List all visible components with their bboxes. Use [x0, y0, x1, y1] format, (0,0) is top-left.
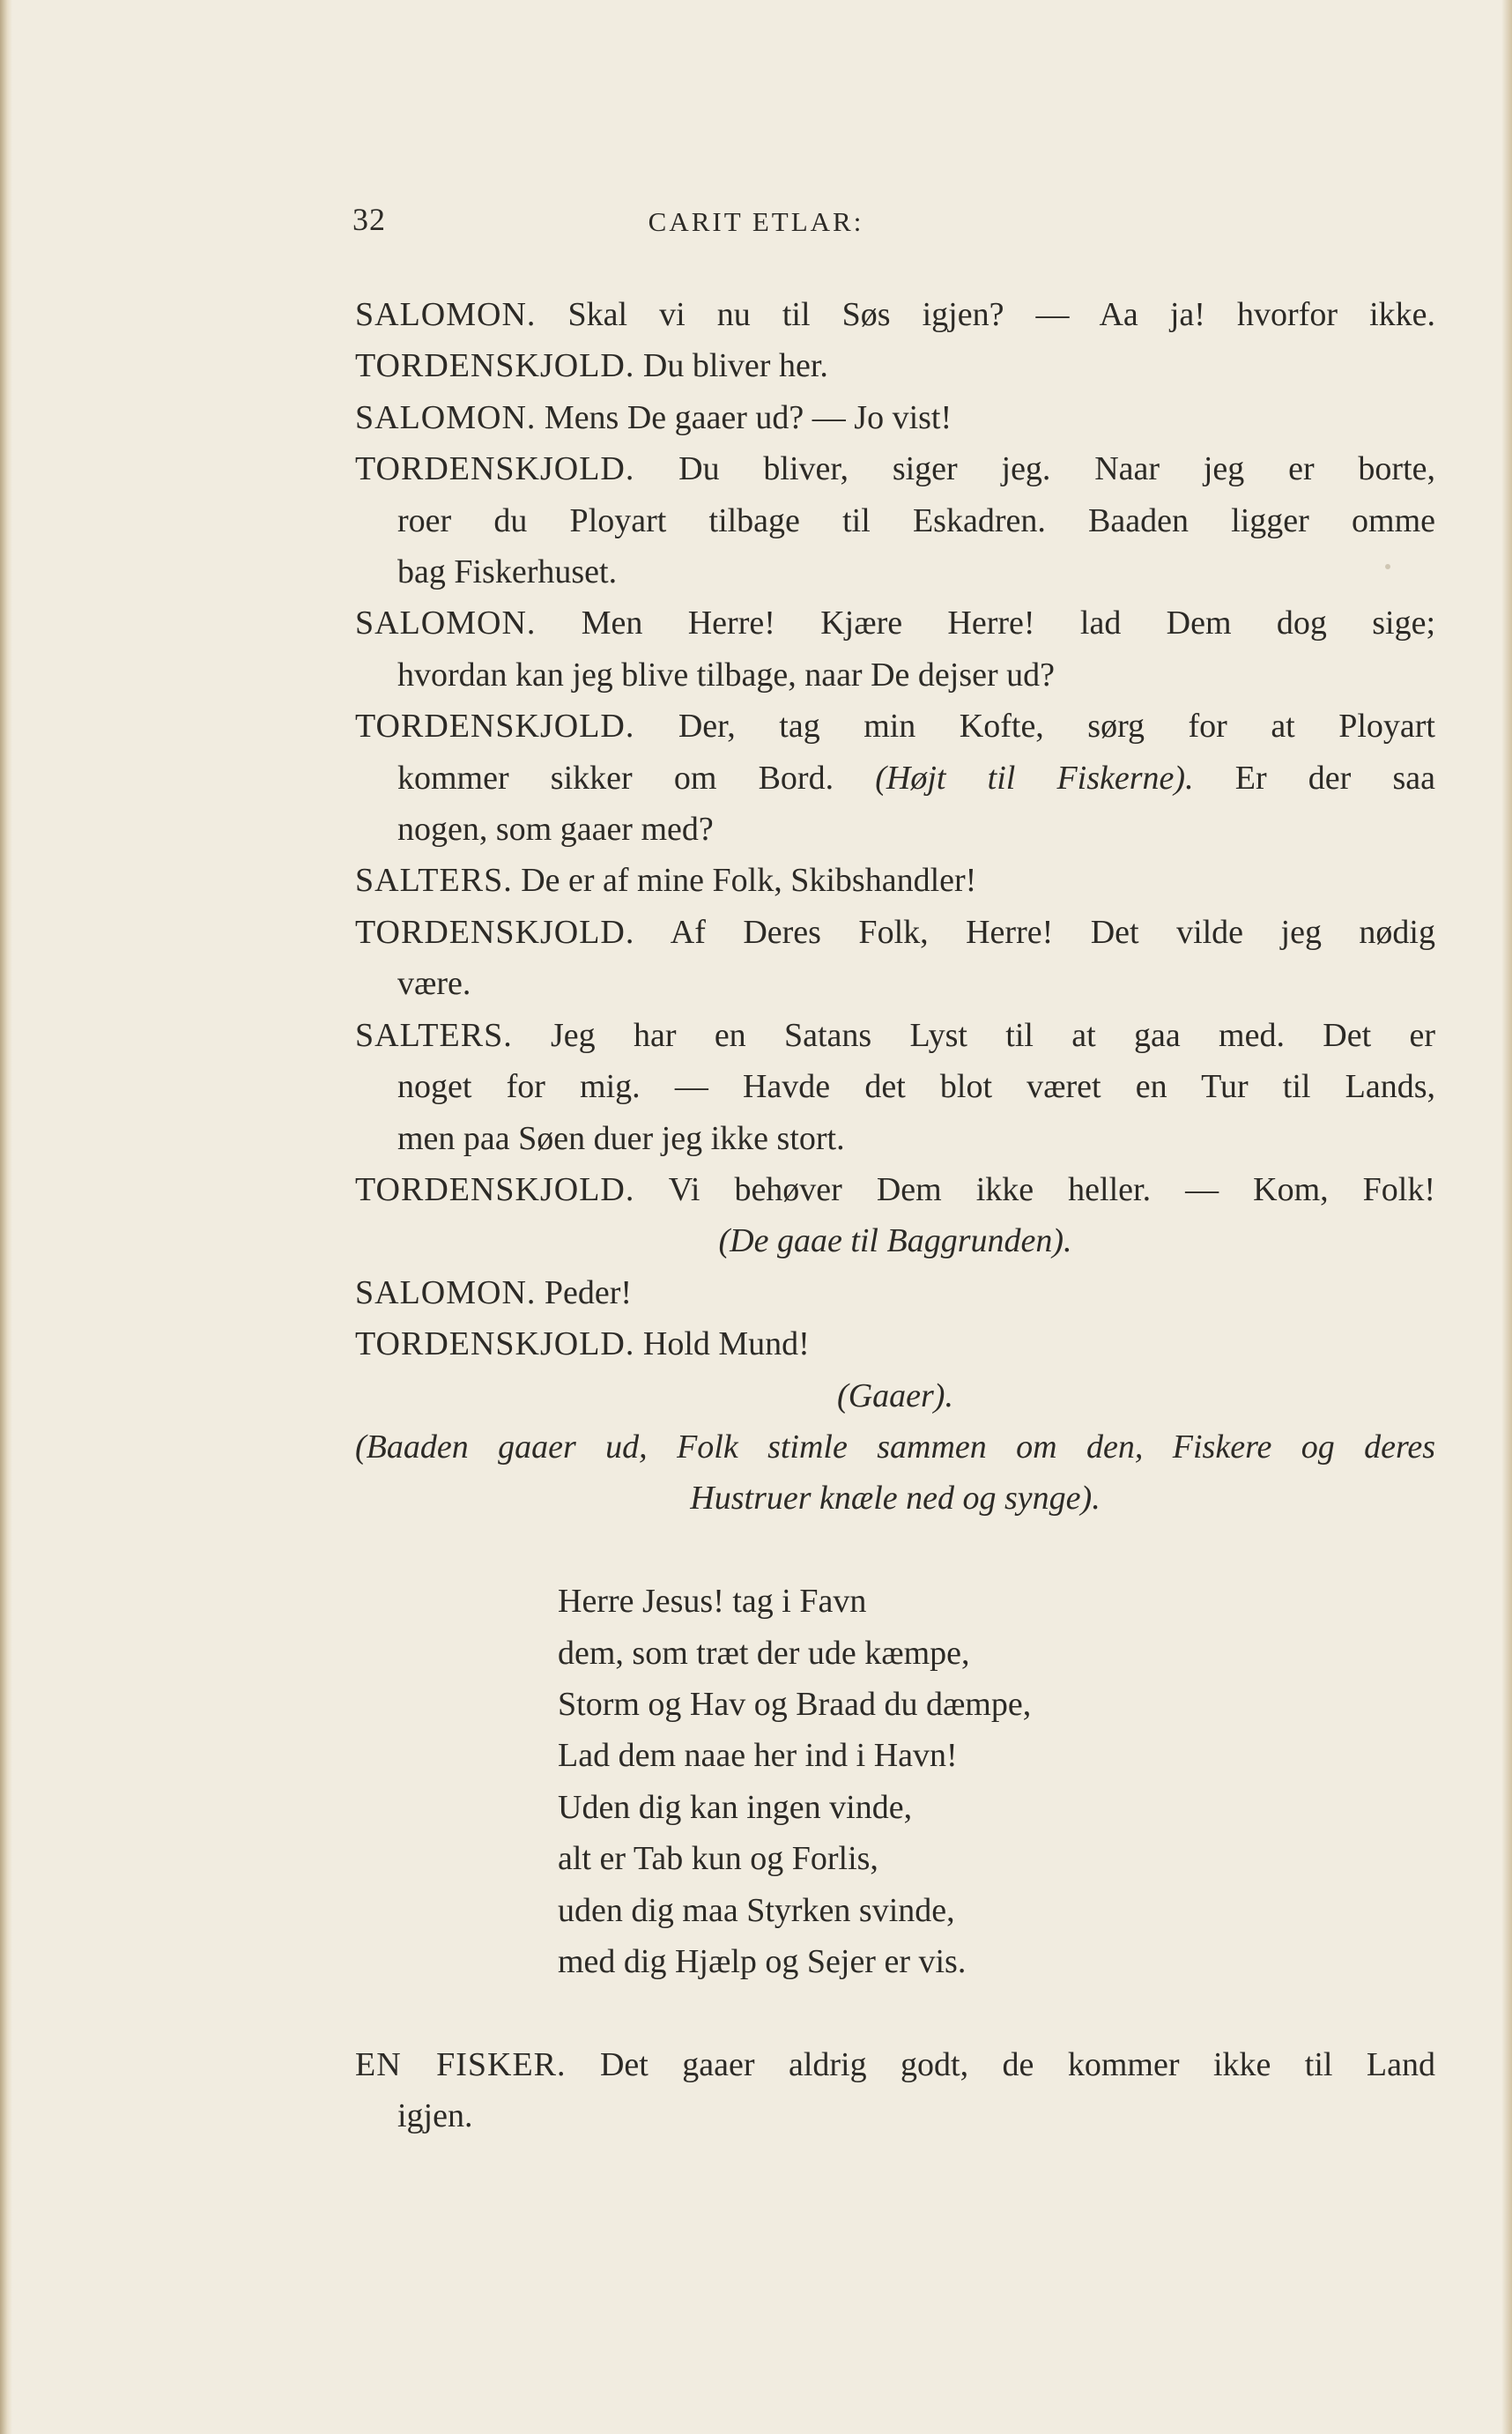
dialogue-line — [355, 443, 1435, 494]
dialogue-line — [355, 753, 1435, 804]
dialogue-line — [355, 1318, 1435, 1369]
line-text: Hold Mund! — [634, 1325, 810, 1363]
verse-line: alt er Tab kun og Forlis, — [558, 1840, 878, 1878]
line-text: Er der saa — [1193, 759, 1435, 797]
line-text: Du bliver, siger jeg. Naar jeg er borte, — [634, 450, 1435, 488]
page-number: 32 — [352, 202, 386, 237]
verse-line: Lad dem naae her ind i Havn! — [558, 1737, 958, 1775]
speaker-name: EN FISKER. — [355, 2045, 567, 2083]
dialogue-line — [355, 701, 1435, 752]
speaker-name: SALOMON. — [355, 398, 537, 436]
dialogue-line — [355, 289, 1435, 340]
verse-line: Uden dig kan ingen vinde, — [558, 1788, 913, 1826]
song-verse — [355, 1576, 1435, 1987]
dialogue-line — [355, 2039, 1435, 2090]
page-edge-right — [1501, 0, 1512, 2434]
line-text: De er af mine Folk, Skibshandler! — [512, 862, 977, 900]
dialogue-line: være. — [397, 965, 471, 1003]
verse-line: Storm og Hav og Braad du dæmpe, — [558, 1685, 1032, 1723]
speaker-name: TORDENSKJOLD. — [355, 1325, 635, 1363]
line-text: Det gaaer aldrig godt, de kommer ikke til Land — [566, 2045, 1436, 2083]
speaker-name: SALOMON. — [355, 1273, 537, 1311]
dialogue-line — [355, 340, 1435, 391]
stanza-gap — [355, 1525, 1435, 1576]
stage-direction: Hustruer knæle ned og synge). — [690, 1480, 1101, 1518]
verse-line: med dig Hjælp og Sejer er vis. — [558, 1942, 967, 1980]
speaker-name: TORDENSKJOLD. — [355, 450, 635, 488]
dialogue-line: igjen. — [397, 2097, 473, 2135]
dialogue-line: roer du Ployart tilbage til Eskadren. Baaden ligger omme — [397, 501, 1435, 539]
dialogue-line — [355, 855, 1435, 906]
speaker-name: SALTERS. — [355, 1016, 513, 1054]
stage-direction: (De gaae til Baggrunden). — [718, 1222, 1072, 1260]
stage-direction: (Højt til Fiskerne). — [875, 759, 1194, 797]
line-text: Der, tag min Kofte, sørg for at Ployart — [634, 708, 1435, 746]
line-text: Jeg har en Satans Lyst til at gaa med. Det er — [512, 1016, 1435, 1054]
line-text: Men Herre! Kjære Herre! lad Dem dog sige; — [536, 605, 1435, 642]
line-text: Mens De gaaer ud? — Jo vist! — [536, 398, 952, 436]
dialogue-line: noget for mig. — Havde det blot været en Tur til Lands, — [397, 1068, 1435, 1106]
speaker-name: SALTERS. — [355, 862, 513, 900]
line-text: Af Deres Folk, Herre! Det vilde jeg nødig — [634, 913, 1435, 951]
dialogue-line — [355, 392, 1435, 443]
running-head: CARIT ETLAR: — [648, 206, 864, 237]
line-text: Peder! — [536, 1273, 633, 1311]
dialogue-line: hvordan kan jeg blive tilbage, naar De dejser ud? — [397, 656, 1055, 694]
speaker-name: TORDENSKJOLD. — [355, 1170, 635, 1208]
dialogue-line: men paa Søen duer jeg ikke stort. — [397, 1119, 845, 1157]
verse-line: Herre Jesus! tag i Favn — [558, 1583, 867, 1621]
speaker-name: TORDENSKJOLD. — [355, 347, 635, 385]
stage-direction: (Gaaer). — [837, 1377, 953, 1414]
speaker-name: SALOMON. — [355, 605, 537, 642]
dialogue-line: bag Fiskerhuset. — [397, 553, 618, 591]
dialogue-line — [355, 907, 1435, 958]
speaker-name: SALOMON. — [355, 296, 537, 333]
dialogue-line — [355, 1267, 1435, 1318]
line-text: Du bliver her. — [634, 347, 828, 385]
dialogue-line — [355, 1164, 1435, 1215]
verse-line: dem, som træt der ude kæmpe, — [558, 1634, 970, 1672]
speaker-name: TORDENSKJOLD. — [355, 913, 635, 951]
stanza-gap — [355, 1987, 1435, 2038]
stage-direction: (Baaden gaaer ud, Folk stimle sammen om den, Fiskere og deres — [355, 1428, 1435, 1466]
page-header — [0, 201, 1512, 245]
line-text: Skal vi nu til Søs igjen? — Aa ja! hvorfor ikke. — [536, 296, 1435, 333]
page-body — [355, 289, 1435, 2142]
speaker-name: TORDENSKJOLD. — [355, 708, 635, 746]
verse-line: uden dig maa Styrken svinde, — [558, 1891, 955, 1929]
dialogue-line — [355, 1010, 1435, 1061]
line-text: Vi behøver Dem ikke heller. — Kom, Folk! — [634, 1170, 1435, 1208]
line-text: kommer sikker om Bord. — [397, 759, 876, 797]
page-edge-left — [0, 0, 12, 2434]
dialogue-line: nogen, som gaaer med? — [397, 811, 714, 849]
dialogue-line — [355, 597, 1435, 649]
